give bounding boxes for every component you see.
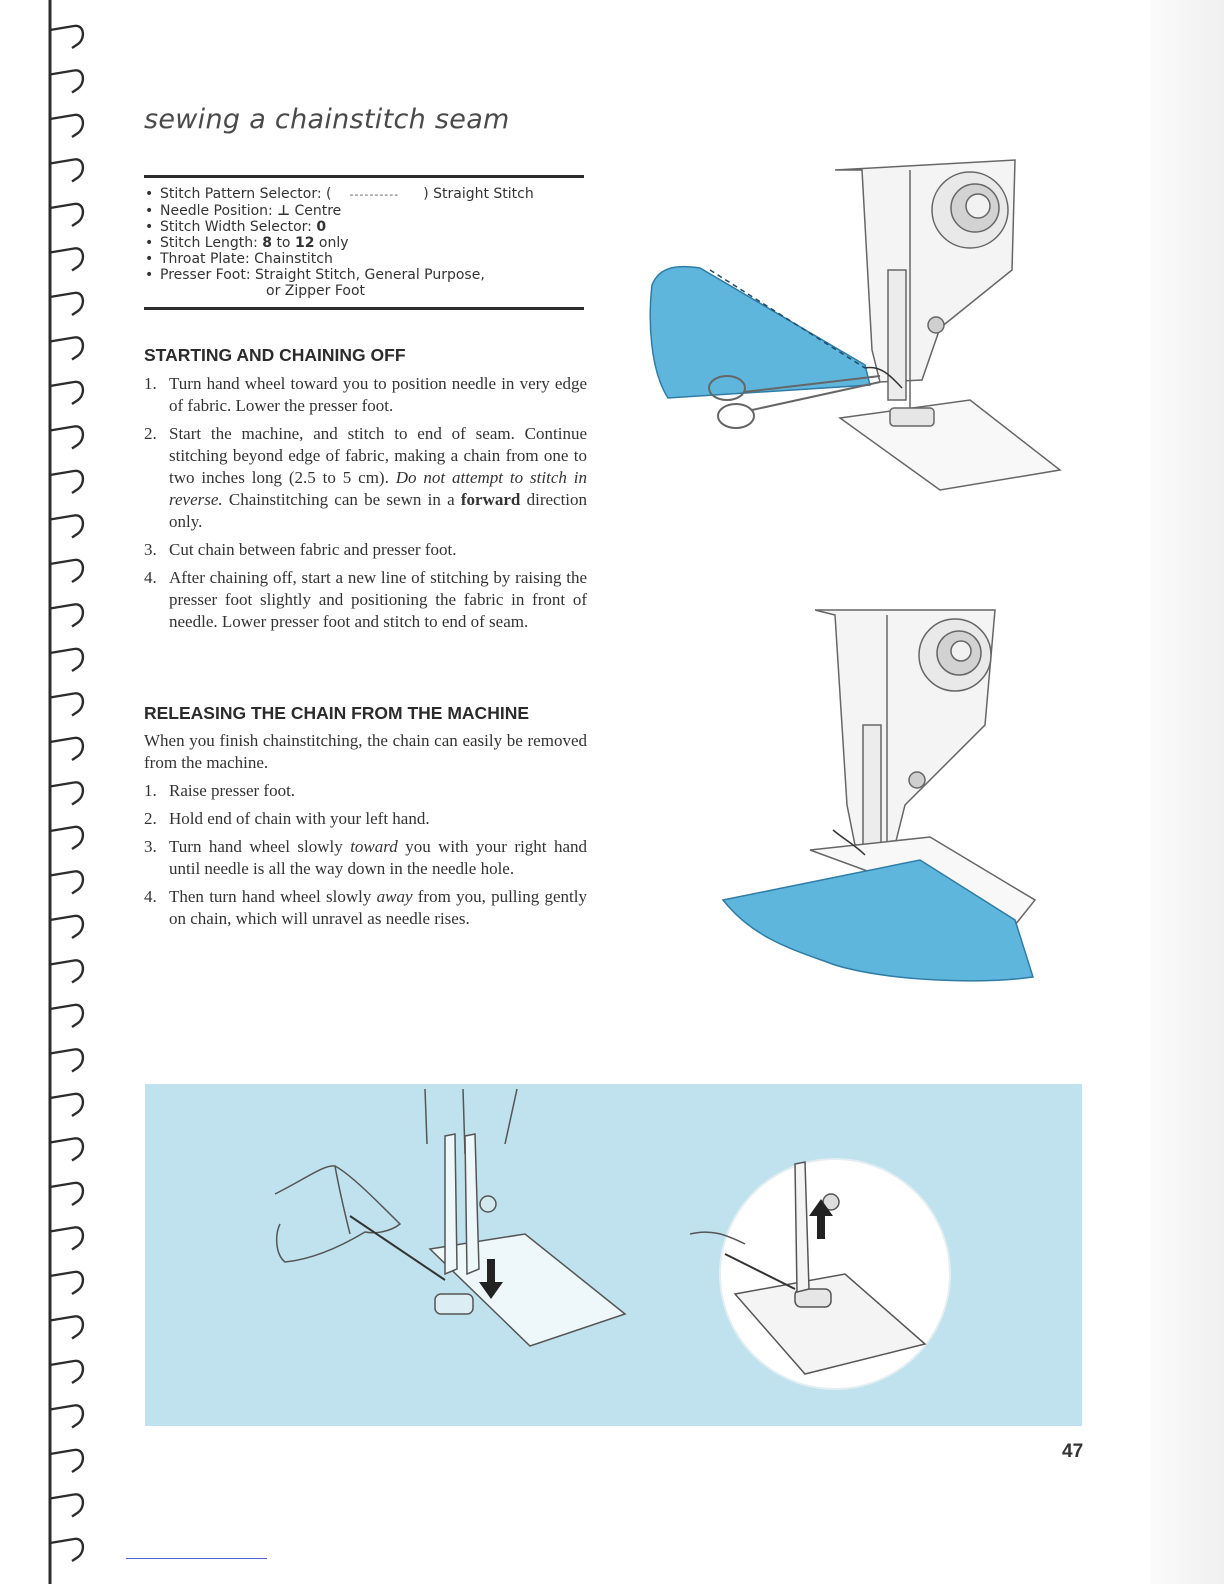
list-item: 3. Turn hand wheel slowly toward you with your right hand until needle is all the way down in the needle hole. xyxy=(144,837,588,878)
binding-coil xyxy=(50,26,83,48)
binding-coil xyxy=(50,1539,83,1561)
binding-coil xyxy=(50,916,83,938)
section-heading-starting: STARTING AND CHAINING OFF xyxy=(144,345,406,365)
setting-stitch-length: • Stitch Length: 8 to 12 only xyxy=(144,235,594,251)
binding-coil xyxy=(50,248,83,270)
binding-coil xyxy=(50,1272,83,1294)
binding-coil xyxy=(50,1138,83,1160)
binding-coil xyxy=(50,204,83,226)
binding-coil xyxy=(50,1405,83,1427)
binding-coil xyxy=(50,159,83,181)
top-rule xyxy=(144,175,584,178)
setting-needle-position: • Needle Position: ⊥ Centre xyxy=(144,203,594,219)
setting-presser-foot: • Presser Foot: Straight Stitch, General Purpose, or Zipper Foot xyxy=(144,267,594,299)
machine-settings-list xyxy=(144,186,594,299)
binding-coil xyxy=(50,382,83,404)
binding-coil xyxy=(50,1005,83,1027)
setting-stitch-width: • Stitch Width Selector: 0 xyxy=(144,219,594,235)
binding-coil xyxy=(50,827,83,849)
binding-coil xyxy=(50,426,83,448)
section-heading-releasing: RELEASING THE CHAIN FROM THE MACHINE xyxy=(144,703,529,723)
setting-stitch-pattern: • Stitch Pattern Selector: ( ---------- ) Straight Stitch xyxy=(144,186,594,203)
illustration-panel xyxy=(145,1084,1082,1426)
setting-throat-plate: • Throat Plate: Chainstitch xyxy=(144,251,594,267)
starting-steps-list xyxy=(144,373,587,639)
binding-coil xyxy=(50,1494,83,1516)
page-number: 47 xyxy=(1062,1441,1084,1462)
list-item: 4. Then turn hand wheel slowly away from you, pulling gently on chain, which will unravel as needle rises. xyxy=(144,887,588,928)
binding-coil xyxy=(50,1049,83,1071)
list-item: 2. Hold end of chain with your left hand. xyxy=(144,809,430,828)
binding-coil xyxy=(50,560,83,582)
list-item: 1. Raise presser foot. xyxy=(144,781,296,800)
spiral-binding xyxy=(44,0,104,1584)
footer-link-underline xyxy=(126,1558,267,1559)
cutting-chain-illustration xyxy=(640,150,1080,500)
binding-coil xyxy=(50,1183,83,1205)
page-edge-shadow xyxy=(1150,0,1224,1584)
binding-coil xyxy=(50,115,83,137)
hand-pulling-chain-illustration xyxy=(275,1089,625,1346)
list-item: 2. Start the machine, and stitch to end of seam. Continue stitching beyond edge of fabric, making a chain from one to two inches long (2.5 to 5 cm). Do not attempt to stitch in reverse. Chainstitching can be sewn in a forward direction only. xyxy=(144,424,588,531)
releasing-intro: When you finish chainstitching, the chain can easily be removed from the machine. xyxy=(144,731,587,772)
binding-coil xyxy=(50,649,83,671)
binding-coil xyxy=(50,471,83,493)
binding-coil xyxy=(50,1227,83,1249)
fabric-swatch-1 xyxy=(650,267,870,398)
list-item: 4. After chaining off, start a new line of stitching by raising the presser foot slightly and positioning the fabric in front of needle. Lower presser foot and stitch to end of seam. xyxy=(144,568,587,631)
binding-coil xyxy=(50,871,83,893)
bottom-rule xyxy=(144,307,584,310)
binding-coil xyxy=(50,293,83,315)
binding-coil xyxy=(50,738,83,760)
binding-coil xyxy=(50,515,83,537)
binding-coil xyxy=(50,70,83,92)
binding-coil xyxy=(50,337,83,359)
binding-coil xyxy=(50,1450,83,1472)
fabric-under-foot-illustration xyxy=(715,605,1055,995)
releasing-steps-list xyxy=(144,780,587,936)
binding-coil xyxy=(50,693,83,715)
binding-coil xyxy=(50,1316,83,1338)
binding-coil xyxy=(50,960,83,982)
list-item: 3. Cut chain between fabric and presser foot. xyxy=(144,540,457,559)
page-title: sewing a chainstitch seam xyxy=(144,104,510,135)
binding-coil xyxy=(50,604,83,626)
list-item: 1. Turn hand wheel toward you to position needle in very edge of fabric. Lower the presser foot. xyxy=(144,374,587,415)
binding-coil xyxy=(50,1361,83,1383)
binding-coil xyxy=(50,1094,83,1116)
binding-coil xyxy=(50,782,83,804)
needle-center-icon: ⊥ xyxy=(277,203,291,219)
